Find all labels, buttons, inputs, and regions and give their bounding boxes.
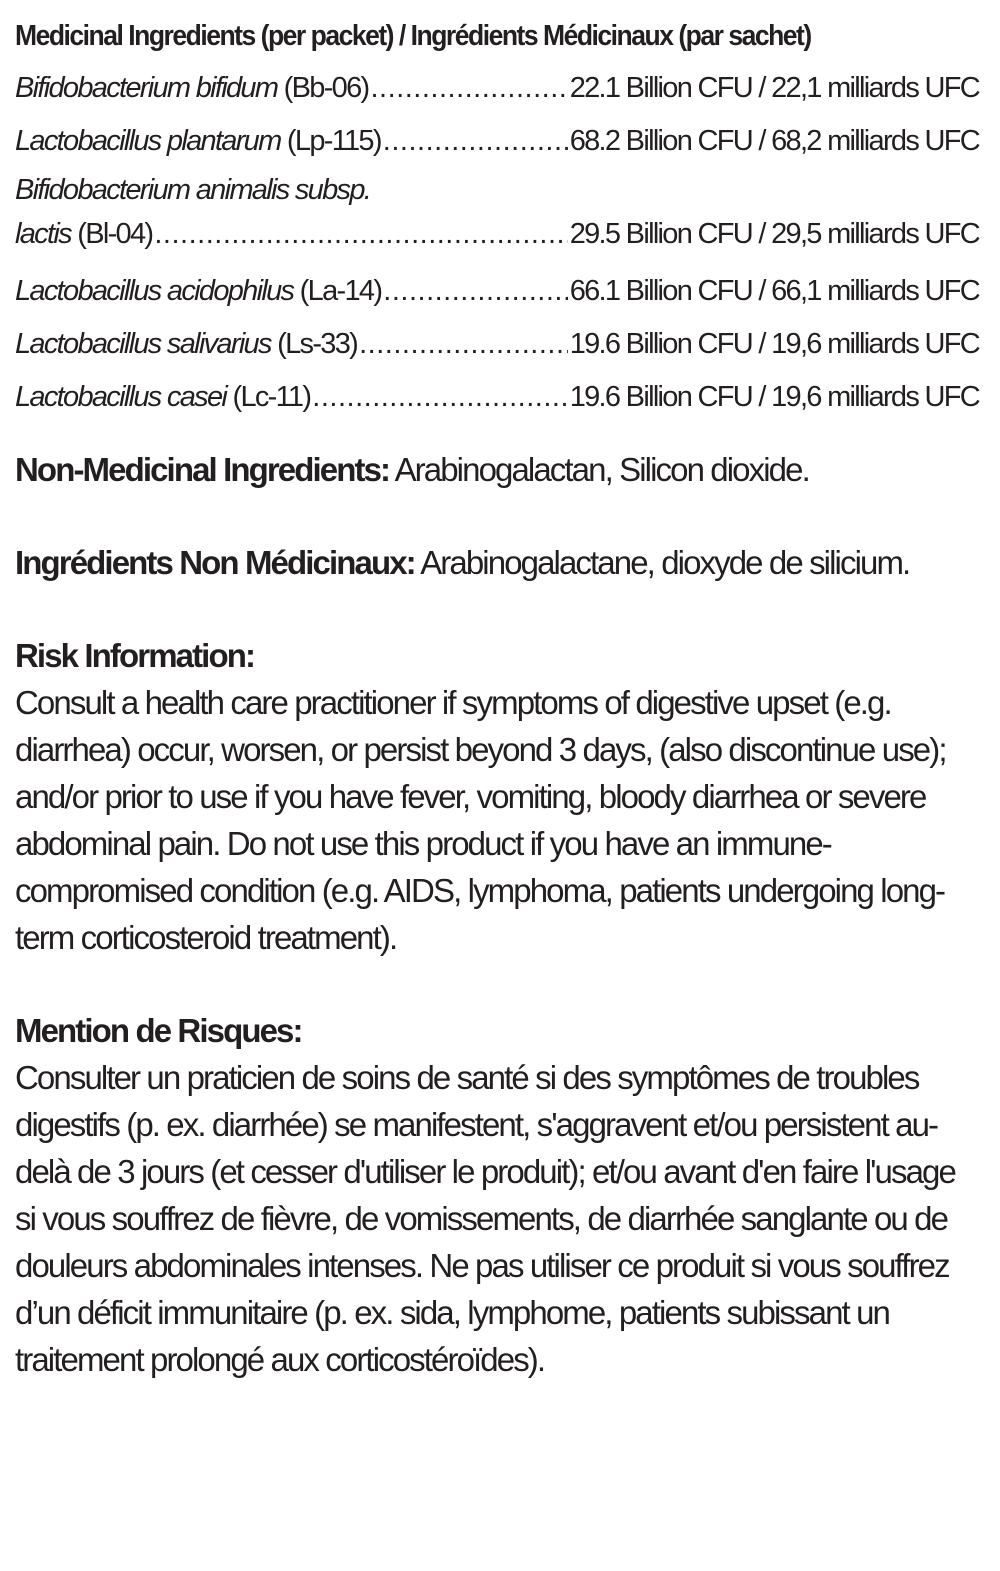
strain-code: (Lp-115) bbox=[280, 125, 381, 157]
species-name-line1: Bifidobacterium animalis subsp. bbox=[15, 174, 371, 206]
dot-leader bbox=[371, 62, 568, 115]
species-name: Lactobacillus plantarum bbox=[15, 125, 281, 157]
non-medicinal-ingredients-en bbox=[15, 446, 979, 493]
strain-code: (Bb-06) bbox=[277, 72, 369, 104]
ingredient-amount: 66.1 Billion CFU / 66,1 milliards UFC bbox=[569, 275, 979, 307]
label-document bbox=[15, 14, 979, 1383]
mention-de-risques-text: Consulter un praticien de soins de santé si des symptômes de troubles digestifs (p. ex. diarrhée) se manifestent, s'aggravent et/ou persistent au-delà de 3 jours (et cesser d'utiliser le produit); et/ou avant d'en faire l'usage si vous souffrez de fièvre, de vomissements, de diarrhée sanglante ou de douleurs abdominales intenses. Ne pas utiliser ce produit si vous souffrez d’un déficit immunitaire (p. ex. sida, lymphome, patients subissant un traitement prolongé aux corticostéroïdes). bbox=[15, 1059, 955, 1378]
mention-de-risques-heading: Mention de Risques: bbox=[15, 1012, 302, 1049]
dot-leader bbox=[383, 115, 568, 168]
species-name: Bifidobacterium bifidum bbox=[15, 72, 278, 104]
ingredient-row bbox=[15, 371, 979, 424]
ingredient-row-two-line bbox=[15, 168, 979, 256]
strain-code: (Ls-33) bbox=[270, 328, 358, 360]
medicinal-ingredients-header: Medicinal Ingredients (per packet) / Ingrédients Médicinaux (par sachet) bbox=[15, 20, 811, 52]
non-medicinal-text-fr: Arabinogalactane, dioxyde de silicium. bbox=[414, 544, 910, 581]
dot-leader bbox=[383, 265, 567, 318]
risk-information-heading: Risk Information: bbox=[15, 637, 255, 674]
strain-code: (Lc-11) bbox=[226, 381, 311, 413]
ingredient-name bbox=[15, 265, 381, 318]
species-name: lactis bbox=[15, 218, 71, 250]
ingredient-row bbox=[15, 115, 979, 168]
ingredient-row bbox=[15, 62, 979, 115]
ingredient-amount: 19.6 Billion CFU / 19,6 milliards UFC bbox=[569, 328, 979, 360]
species-name: Lactobacillus salivarius bbox=[15, 328, 271, 360]
ingredient-row bbox=[15, 265, 979, 318]
ingredient-row bbox=[15, 212, 979, 256]
dot-leader bbox=[359, 318, 568, 371]
ingredient-amount: 29.5 Billion CFU / 29,5 milliards UFC bbox=[569, 218, 979, 250]
ingredient-amount: 68.2 Billion CFU / 68,2 milliards UFC bbox=[569, 125, 979, 157]
non-medicinal-ingredients-fr bbox=[15, 539, 979, 586]
non-medicinal-label-en: Non-Medicinal Ingredients: bbox=[15, 451, 390, 488]
species-name: Lactobacillus acidophilus bbox=[15, 275, 294, 307]
species-name: Lactobacillus casei bbox=[15, 381, 227, 413]
ingredient-amount: 19.6 Billion CFU / 19,6 milliards UFC bbox=[569, 381, 979, 413]
strain-code: (Bl-04) bbox=[70, 218, 153, 250]
ingredient-row bbox=[15, 318, 979, 371]
strain-code: (La-14) bbox=[293, 275, 382, 307]
ingredient-name bbox=[15, 62, 369, 115]
ingredient-name bbox=[15, 318, 357, 371]
risk-information-text: Consult a health care practitioner if symptoms of digestive upset (e.g. diarrhea) occur, worsen, or persist beyond 3 days, (also discontinue use); and/or prior to use if you have fever, vomiting, bloody diarrhea or severe abdominal pain. Do not use this product if you have an immune-compromised condition (e.g. AIDS, lymphoma, patients undergoing long-term corticosteroid treatment). bbox=[15, 684, 946, 956]
ingredient-name bbox=[15, 212, 152, 256]
ingredient-name bbox=[15, 115, 381, 168]
ingredient-name bbox=[15, 371, 310, 424]
ingredient-list bbox=[15, 62, 979, 424]
dot-leader bbox=[312, 371, 567, 424]
ingredient-amount: 22.1 Billion CFU / 22,1 milliards UFC bbox=[569, 72, 979, 104]
non-medicinal-text-en: Arabinogalactan, Silicon dioxide. bbox=[389, 451, 809, 488]
dot-leader bbox=[154, 212, 567, 256]
non-medicinal-label-fr: Ingrédients Non Médicinaux: bbox=[15, 544, 415, 581]
